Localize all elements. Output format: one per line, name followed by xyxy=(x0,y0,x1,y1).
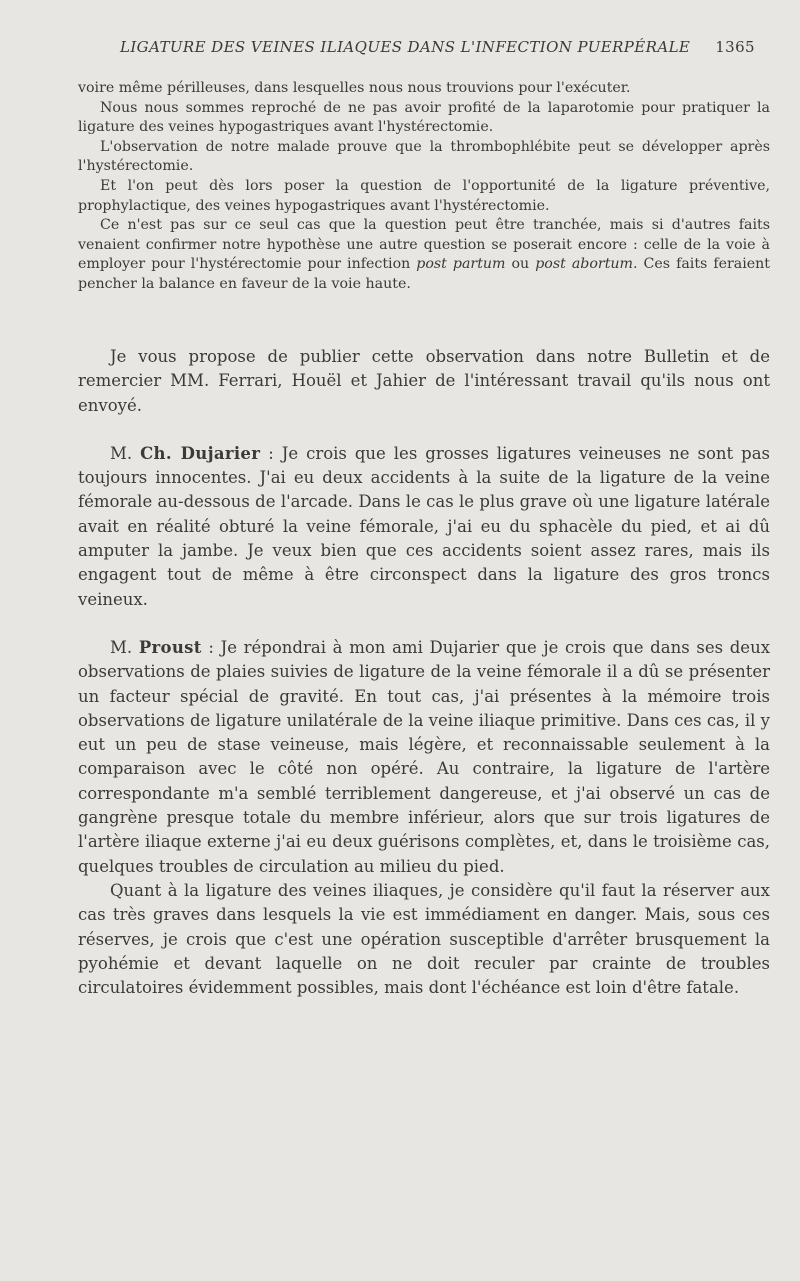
speaker-name: Proust xyxy=(138,637,202,657)
observation-paragraph xyxy=(78,216,770,294)
latin-term: post abortum. xyxy=(535,256,638,273)
observation-text-run: Ces faits feraient pencher la balance en faveur de la voie haute. xyxy=(78,256,770,292)
header-title: LIGATURE DES VEINES ILIAQUES DANS L'INFECTION PUERPÉRALE xyxy=(120,38,691,56)
proust-continuation: Quant à la ligature des veines iliaques, je considère qu'il faut la réserver aux cas très graves dans lesquels la vie est immédiament en danger. Mais, sous ces réserves, je crois que c'est une opération susceptible d'arrêter brusquement la pyohémie et devant laquelle on ne doit reculer par crainte de troubles circulatoires évidemment possibles, mais dont l'échéance est loin d'être fatale. xyxy=(78,880,770,998)
speaker-name: Ch. Dujarier xyxy=(140,443,261,463)
speaker-title: M. xyxy=(110,637,133,657)
speaker-remarks: : Je répondrai à mon ami Dujarier que je crois que dans ses deux observations de plaies suivies de ligature de la veine fémorale il a dû se présenter un facteur spécial de gravité. En tout cas, j'ai présentes à la mémoire trois observations de ligature unilatérale de la veine iliaque primitive. Dans ces cas, il y eut un peu de stase veineuse, mais légère, et reconnaissable seulement à la comparaison avec le côté non opéré. Au contraire, la ligature de l'artère correspondante m'a semblé terriblement dangereuse, et j'ai observé un cas de gangrène presque totale du membre inférieur, alors que sur trois ligatures de l'artère iliaque externe j'ai eu deux guérisons complètes, et, dans le troisième cas, quelques troubles de circulation au milieu du pied. xyxy=(78,637,770,876)
observation-paragraph: L'observation de notre malade prouve que la thrombophlébite peut se développer après l'hystérectomie. xyxy=(78,138,770,175)
observation-text xyxy=(78,79,770,295)
observation-paragraph: voire même périlleuses, dans lesquelles nous nous trouvions pour l'exécuter. xyxy=(78,80,631,96)
discussion-text xyxy=(78,345,770,1000)
speaker-remarks: : Je crois que les grosses ligatures veineuses ne sont pas toujours innocentes. J'ai eu deux accidents à la suite de la ligature de la veine fémorale au-dessous de l'arcade. Dans le cas le plus grave où une ligature latérale avait en réalité obturé la veine fémorale, j'ai eu du sphacèle du pied, et ai dû amputer la jambe. Je veux bien que ces accidents soient assez rares, mais ils engagent tout de même à être circonspect dans la ligature des gros troncs veineux. xyxy=(78,443,771,609)
page-number: 1365 xyxy=(715,38,755,56)
latin-term: post partum xyxy=(416,256,506,273)
observation-text-run: Ce n'est pas sur ce seul cas que la question peut être tranchée, mais si d'autres faits venaient confirmer notre hypothèse une autre question se poserait encore : celle de la voie à employer pour l'hystérectomie pour infection xyxy=(78,217,770,273)
proust-paragraph xyxy=(78,636,770,879)
dujarier-paragraph xyxy=(78,442,770,612)
running-header xyxy=(120,38,755,56)
observation-text-run: ou xyxy=(511,256,530,273)
speaker-title: M. xyxy=(110,443,133,463)
proposal-paragraph: Je vous propose de publier cette observation dans notre Bulletin et de remercier MM. Ferrari, Houël et Jahier de l'intéressant travail qu'ils nous ont envoyé. xyxy=(78,347,770,415)
observation-paragraph: Et l'on peut dès lors poser la question de l'opportunité de la ligature préventive, prophylactique, des veines hypogastriques avant l'hystérectomie. xyxy=(78,177,770,214)
observation-paragraph: Nous nous sommes reproché de ne pas avoir profité de la laparotomie pour pratiquer la ligature des veines hypogastriques avant l'hystérectomie. xyxy=(78,99,770,136)
